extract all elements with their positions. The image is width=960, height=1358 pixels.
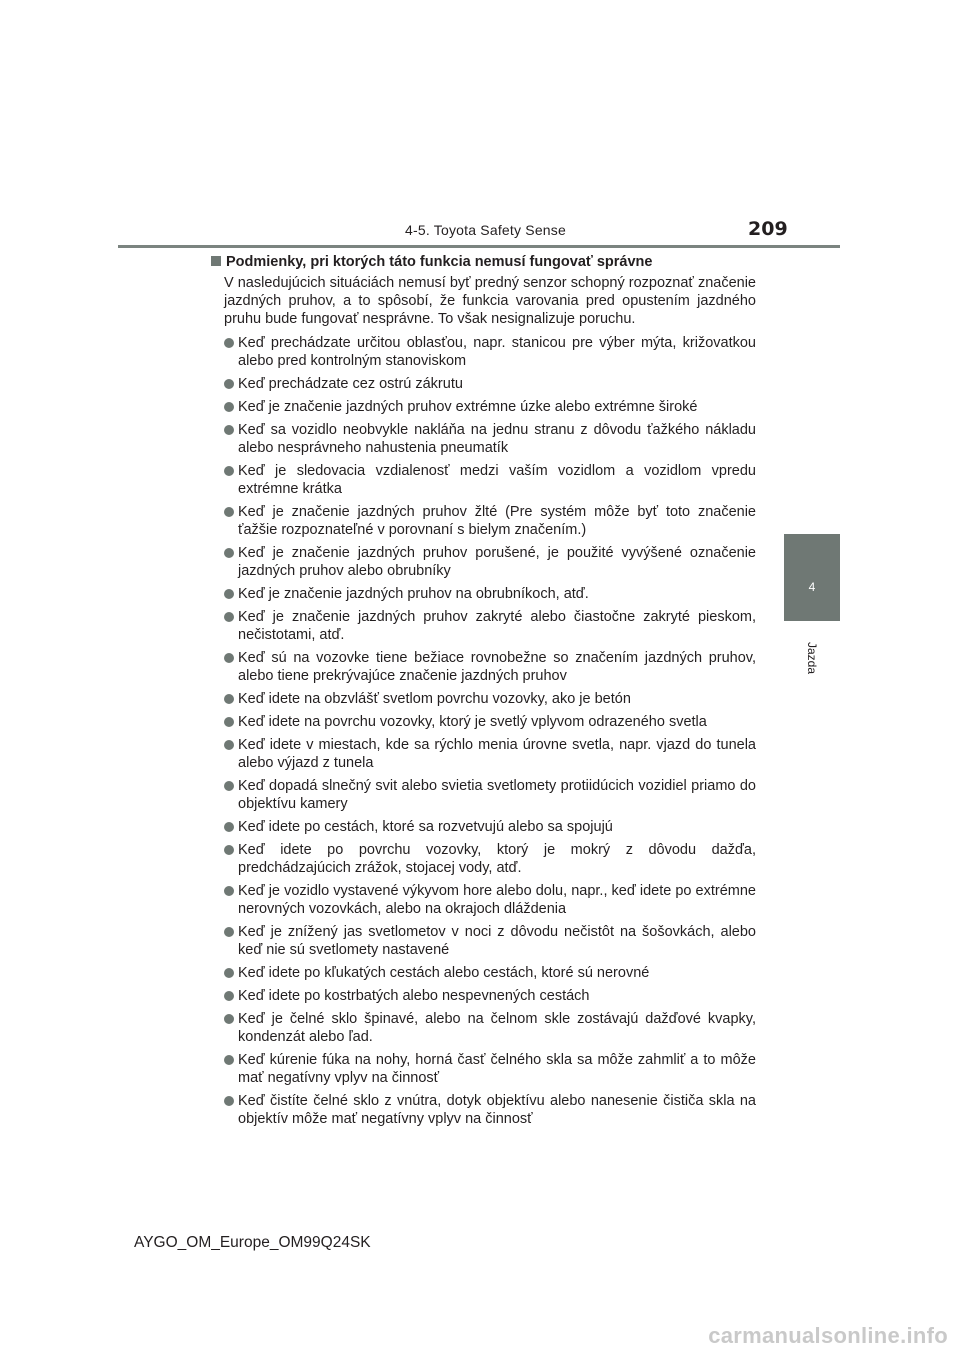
chapter-label-container — [782, 638, 842, 678]
list-item-text: Keď čistíte čelné sklo z vnútra, dotyk objektívu alebo nanesenie čističa skla na objektív môže mať negatívny vplyv na činnosť — [238, 1093, 756, 1127]
page-number: 209 — [748, 218, 788, 240]
list-item — [211, 1010, 756, 1046]
section-heading — [211, 253, 756, 271]
list-item — [211, 1051, 756, 1087]
bullet-dot-icon — [224, 1055, 234, 1065]
bullet-dot-icon — [224, 845, 234, 855]
list-item-text: Keď je značenie jazdných pruhov zakryté alebo čiastočne zakryté pieskom, nečistotami, atď. — [238, 609, 756, 643]
list-item-text: Keď idete po kostrbatých alebo nespevnených cestách — [238, 988, 590, 1004]
bullet-dot-icon — [224, 781, 234, 791]
list-item-text: Keď idete po kľukatých cestách alebo cestách, ktoré sú nerovné — [238, 965, 650, 981]
list-item-text: Keď sa vozidlo neobvykle nakláňa na jednu stranu z dôvodu ťažkého nákladu alebo nesprávneho nahustenia pneumatík — [238, 422, 756, 456]
list-item — [211, 964, 756, 982]
list-item — [211, 503, 756, 539]
list-item-text: Keď je vozidlo vystavené výkyvom hore alebo dolu, napr., keď idete po extrémne nerovných vozovkách, alebo na okrajoch dláždenia — [238, 883, 756, 917]
list-item-text: Keď je sledovacia vzdialenosť medzi vaším vozidlom a vozidlom vpredu extrémne krátka — [238, 463, 756, 497]
bullet-dot-icon — [224, 612, 234, 622]
list-item — [211, 736, 756, 772]
list-item — [211, 713, 756, 731]
bullet-dot-icon — [224, 507, 234, 517]
chapter-number: 4 — [808, 580, 816, 594]
main-content — [211, 253, 756, 1133]
list-item — [211, 923, 756, 959]
list-item-text: Keď idete po povrchu vozovky, ktorý je mokrý z dôvodu dažďa, predchádzajúcich zrážok, stojacej vody, atď. — [238, 842, 756, 876]
list-item-text: Keď je značenie jazdných pruhov na obrubníkoch, atď. — [238, 586, 589, 602]
list-item-text: Keď je značenie jazdných pruhov porušené, je použité vyvýšené označenie jazdných pruhov alebo obrubníky — [238, 545, 756, 579]
list-item — [211, 818, 756, 836]
list-item-text: Keď je čelné sklo špinavé, alebo na čelnom skle zostávajú dažďové kvapky, kondenzát alebo ľad. — [238, 1011, 756, 1045]
bullet-dot-icon — [224, 548, 234, 558]
bullet-dot-icon — [224, 653, 234, 663]
list-item — [211, 777, 756, 813]
document-id: AYGO_OM_Europe_OM99Q24SK — [134, 1234, 371, 1251]
list-item — [211, 421, 756, 457]
list-item-text: Keď je znížený jas svetlometov v noci z dôvodu nečistôt na šošovkách, alebo keď nie sú svetlomety nastavené — [238, 924, 756, 958]
list-item-text: Keď idete na povrchu vozovky, ktorý je svetlý vplyvom odrazeného svetla — [238, 714, 707, 730]
list-item — [211, 1092, 756, 1128]
bullet-dot-icon — [224, 589, 234, 599]
list-item-text: Keď dopadá slnečný svit alebo svietia svetlomety protiidúcich vozidiel priamo do objektívu kamery — [238, 778, 756, 812]
list-item-text: Keď prechádzate určitou oblasťou, napr. stanicou pre výber mýta, križovatkou alebo pred kontrolným stanoviskom — [238, 335, 756, 369]
list-item-text: Keď je značenie jazdných pruhov žlté (Pre systém môže byť toto značenie ťažšie rozpoznateľné v porovnaní s bielym značením.) — [238, 504, 756, 538]
list-item-text: Keď je značenie jazdných pruhov extrémne úzke alebo extrémne široké — [238, 399, 698, 415]
bullet-dot-icon — [224, 379, 234, 389]
list-item-text: Keď idete po cestách, ktoré sa rozvetvujú alebo sa spojujú — [238, 819, 613, 835]
bullet-dot-icon — [224, 927, 234, 937]
list-item — [211, 462, 756, 498]
list-item — [211, 649, 756, 685]
bullet-dot-icon — [224, 338, 234, 348]
bullet-dot-icon — [224, 822, 234, 832]
list-item — [211, 690, 756, 708]
list-item-text: Keď sú na vozovke tiene bežiace rovnobežne so značením jazdných pruhov, alebo tiene prekrývajúce značenie jazdných pruhov — [238, 650, 756, 684]
chapter-label: Jazda — [805, 641, 819, 675]
watermark: carmanualsonline.info — [708, 1323, 948, 1348]
list-item — [211, 375, 756, 393]
list-item — [211, 544, 756, 580]
section-title: 4-5. Toyota Safety Sense — [405, 222, 566, 238]
list-item-text: Keď kúrenie fúka na nohy, horná časť čelného skla sa môže zahmliť a to môže mať negatívny vplyv na činnosť — [238, 1052, 756, 1086]
list-item-text: Keď idete v miestach, kde sa rýchlo menia úrovne svetla, napr. vjazd do tunela alebo výjazd z tunela — [238, 737, 756, 771]
bullet-dot-icon — [224, 740, 234, 750]
bullet-dot-icon — [224, 694, 234, 704]
list-item — [211, 882, 756, 918]
bullet-dot-icon — [224, 466, 234, 476]
list-item-text: Keď idete na obzvlášť svetlom povrchu vozovky, ako je betón — [238, 691, 631, 707]
bullet-dot-icon — [224, 1014, 234, 1024]
list-item — [211, 608, 756, 644]
bullet-dot-icon — [224, 886, 234, 896]
bullet-dot-icon — [224, 1096, 234, 1106]
bullet-dot-icon — [224, 968, 234, 978]
bullet-dot-icon — [224, 425, 234, 435]
list-item-text: Keď prechádzate cez ostrú zákrutu — [238, 376, 463, 392]
square-bullet-icon — [211, 256, 221, 266]
bullet-dot-icon — [224, 991, 234, 1001]
conditions-list — [211, 334, 756, 1128]
list-item — [211, 987, 756, 1005]
intro-paragraph: V nasledujúcich situáciách nemusí byť predný senzor schopný rozpoznať značenie jazdných pruhov, a to spôsobí, že funkcia varovania pred opustením jazdného pruhu bude fungovať nesprávne. To však nesignalizuje poruchu. — [224, 275, 756, 327]
section-heading-text: Podmienky, pri ktorých táto funkcia nemusí fungovať správne — [226, 254, 653, 270]
list-item — [211, 841, 756, 877]
chapter-tab — [784, 534, 840, 621]
list-item — [211, 585, 756, 603]
bullet-dot-icon — [224, 717, 234, 727]
header-divider — [118, 245, 840, 248]
bullet-dot-icon — [224, 402, 234, 412]
list-item — [211, 398, 756, 416]
list-item — [211, 334, 756, 370]
